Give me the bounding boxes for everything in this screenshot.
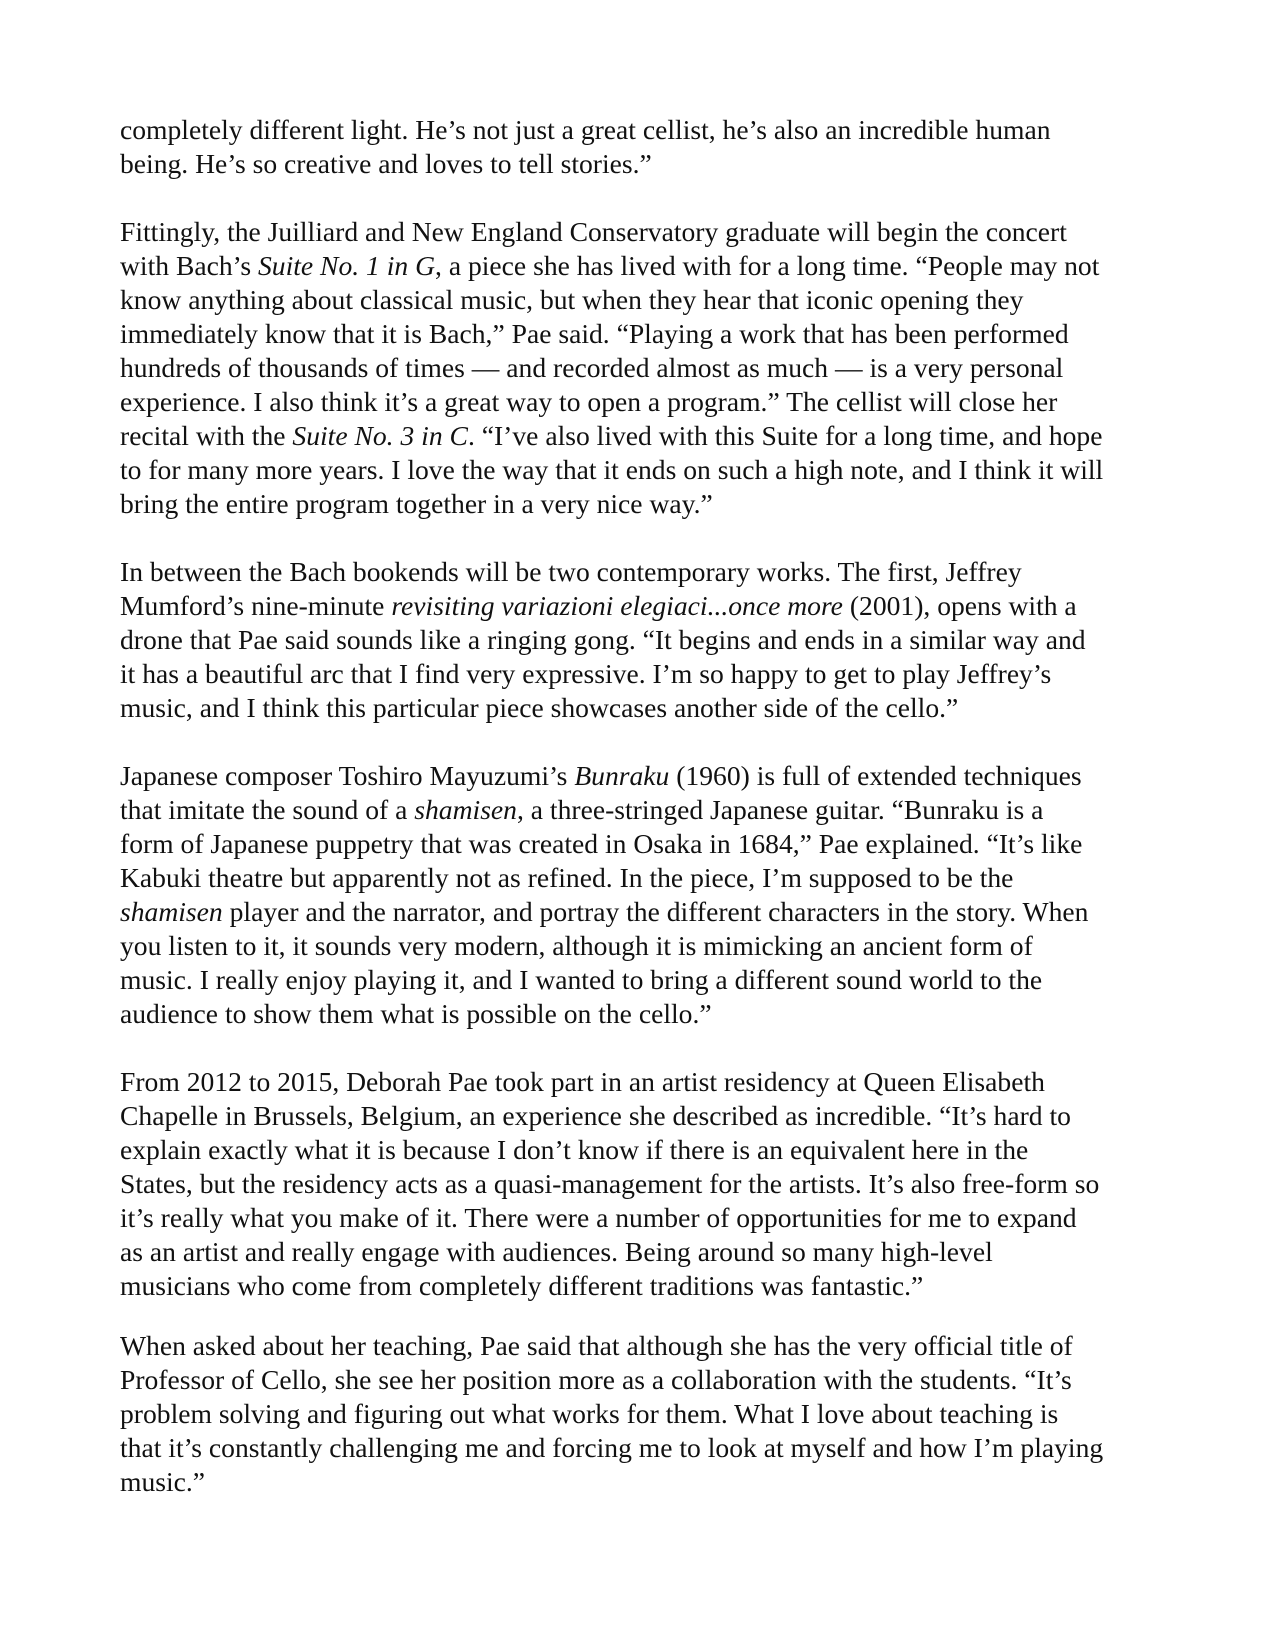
text-line — [120, 1397, 1170, 1431]
text-segment: with Bach’s — [120, 250, 258, 281]
text-line — [120, 249, 1170, 283]
text-line — [120, 657, 1170, 691]
text-line — [120, 759, 1170, 793]
text-segment: (1960) is full of extended techniques — [669, 760, 1082, 791]
text-segment: problem solving and figuring out what works for them. What I love about teaching is — [120, 1398, 1059, 1429]
text-segment: being. He’s so creative and loves to tell stories.” — [120, 148, 652, 179]
text-segment: that it’s constantly challenging me and forcing me to look at myself and how I’m playing — [120, 1432, 1104, 1463]
text-segment: Chapelle in Brussels, Belgium, an experience she described as incredible. “It’s hard to — [120, 1100, 1071, 1131]
text-segment: , a piece she has lived with for a long time. “People may not — [435, 250, 1100, 281]
text-segment: (2001), opens with a — [842, 590, 1077, 621]
text-line — [120, 589, 1170, 623]
text-segment: player and the narrator, and portray the different characters in the story. When — [222, 896, 1089, 927]
text-line — [120, 385, 1170, 419]
text-line — [120, 1201, 1170, 1235]
text-line — [120, 1465, 1170, 1499]
text-segment: music, and I think this particular piece showcases another side of the cello.” — [120, 692, 959, 723]
paragraph — [120, 113, 1170, 181]
italic-title-text: Suite No. 1 in G — [257, 250, 436, 281]
text-line — [120, 1133, 1170, 1167]
italic-title-text: shamisen — [414, 794, 517, 825]
text-line — [120, 1329, 1170, 1363]
text-segment: In between the Bach bookends will be two contemporary works. The first, Jeffrey — [120, 556, 1022, 587]
text-line — [120, 1167, 1170, 1201]
paragraph — [120, 1329, 1170, 1499]
text-line — [120, 929, 1170, 963]
text-segment: Mumford’s nine-minute — [120, 590, 392, 621]
paragraph — [120, 215, 1170, 521]
text-line — [120, 147, 1170, 181]
text-segment: it’s really what you make of it. There were a number of opportunities for me to expand — [120, 1202, 1077, 1233]
text-segment: When asked about her teaching, Pae said that although she has the very official title of — [120, 1330, 1073, 1361]
text-line — [120, 1235, 1170, 1269]
text-segment: it has a beautiful arc that I find very expressive. I’m so happy to get to play Jeffrey’s — [120, 658, 1052, 689]
paragraph — [120, 1065, 1170, 1303]
text-line — [120, 623, 1170, 657]
text-line — [120, 1269, 1170, 1303]
text-line — [120, 997, 1170, 1031]
text-segment: that imitate the sound of a — [120, 794, 415, 825]
text-line — [120, 283, 1170, 317]
text-line — [120, 351, 1170, 385]
text-line — [120, 793, 1170, 827]
text-line — [120, 419, 1170, 453]
text-segment: music.” — [120, 1466, 206, 1497]
paragraph — [120, 555, 1170, 725]
text-segment: States, but the residency acts as a quasi-management for the artists. It’s also free-form so — [120, 1168, 1100, 1199]
paragraph — [120, 759, 1170, 1031]
text-line — [120, 453, 1170, 487]
text-segment: , a three-stringed Japanese guitar. “Bunraku is a — [516, 794, 1044, 825]
text-segment: From 2012 to 2015, Deborah Pae took part in an artist residency at Queen Elisabeth — [120, 1066, 1045, 1097]
text-line — [120, 895, 1170, 929]
text-segment: you listen to it, it sounds very modern, although it is mimicking an ancient form of — [120, 930, 1033, 961]
text-segment: music. I really enjoy playing it, and I wanted to bring a different sound world to the — [120, 964, 1043, 995]
text-segment: bring the entire program together in a very nice way.” — [120, 488, 713, 519]
text-line — [120, 1099, 1170, 1133]
text-segment: Japanese composer Toshiro Mayuzumi’s — [120, 760, 575, 791]
text-line — [120, 1431, 1170, 1465]
text-segment: audience to show them what is possible on the cello.” — [120, 998, 712, 1029]
text-line — [120, 963, 1170, 997]
text-segment: immediately know that it is Bach,” Pae said. “Playing a work that has been performed — [120, 318, 1069, 349]
text-line — [120, 317, 1170, 351]
text-segment: Professor of Cello, she see her position more as a collaboration with the students. “It’s — [120, 1364, 1072, 1395]
text-segment: experience. I also think it’s a great way to open a program.” The cellist will close her — [120, 386, 1058, 417]
text-line — [120, 215, 1170, 249]
text-line — [120, 487, 1170, 521]
text-segment: recital with the — [120, 420, 293, 451]
italic-title-text: Bunraku — [574, 760, 670, 791]
italic-title-text: shamisen — [120, 896, 223, 927]
text-line — [120, 555, 1170, 589]
text-line — [120, 691, 1170, 725]
text-segment: drone that Pae said sounds like a ringing gong. “It begins and ends in a similar way and — [120, 624, 1086, 655]
text-segment: . “I’ve also lived with this Suite for a long time, and hope — [467, 420, 1103, 451]
italic-title-text: revisiting variazioni elegiaci...once more — [391, 590, 843, 621]
text-segment: Fittingly, the Juilliard and New England Conservatory graduate will begin the concert — [120, 216, 1067, 247]
text-line — [120, 861, 1170, 895]
text-segment: Kabuki theatre but apparently not as refined. In the piece, I’m supposed to be the — [120, 862, 1014, 893]
text-segment: explain exactly what it is because I don’t know if there is an equivalent here in the — [120, 1134, 1029, 1165]
italic-title-text: Suite No. 3 in C — [292, 420, 468, 451]
text-segment: to for many more years. I love the way that it ends on such a high note, and I think it will — [120, 454, 1104, 485]
text-line — [120, 1363, 1170, 1397]
text-segment: musicians who come from completely different traditions was fantastic.” — [120, 1270, 924, 1301]
text-segment: as an artist and really engage with audiences. Being around so many high-level — [120, 1236, 993, 1267]
text-segment: hundreds of thousands of times — and recorded almost as much — is a very personal — [120, 352, 1064, 383]
text-line — [120, 1065, 1170, 1099]
text-line — [120, 827, 1170, 861]
text-line — [120, 113, 1170, 147]
text-segment: form of Japanese puppetry that was created in Osaka in 1684,” Pae explained. “It’s like — [120, 828, 1083, 859]
article-body — [120, 113, 1170, 1533]
text-segment: know anything about classical music, but when they hear that iconic opening they — [120, 284, 1024, 315]
text-segment: completely different light. He’s not just a great cellist, he’s also an incredible human — [120, 114, 1051, 145]
